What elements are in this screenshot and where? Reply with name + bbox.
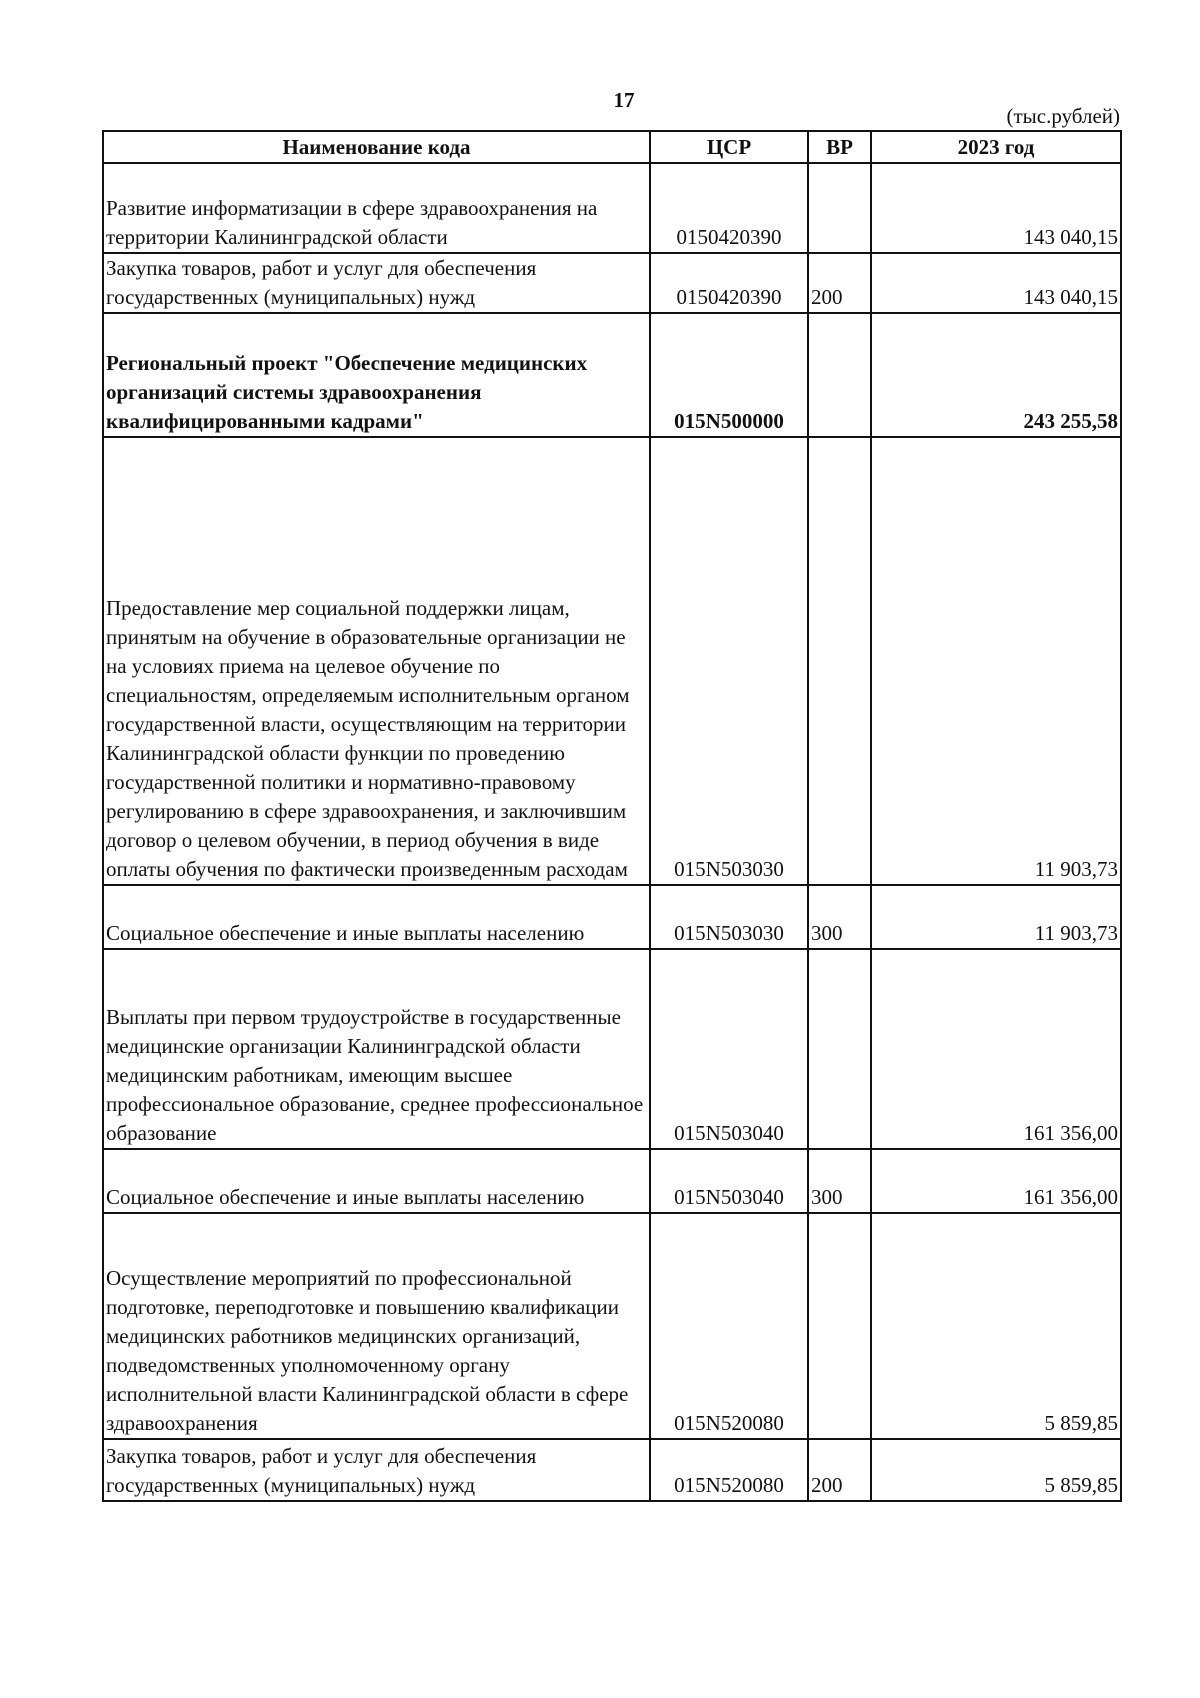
row-vr: 300 <box>808 1149 871 1213</box>
header-csr: ЦСР <box>650 131 808 163</box>
table-row <box>103 1439 1121 1501</box>
table-row <box>103 163 1121 253</box>
row-vr <box>808 163 871 253</box>
row-vr <box>808 949 871 1149</box>
row-amount: 11 903,73 <box>871 885 1121 949</box>
row-amount: 143 040,15 <box>871 163 1121 253</box>
table-row <box>103 949 1121 1149</box>
row-name: Закупка товаров, работ и услуг для обеспечения государственных (муниципальных) нужд <box>103 1439 650 1501</box>
row-csr: 0150420390 <box>650 163 808 253</box>
row-name: Выплаты при первом трудоустройстве в государственные медицинские организации Калининградской области медицинским работникам, имеющим высшее профессиональное образование, среднее профессиональное образование <box>103 949 650 1149</box>
row-name: Предоставление мер социальной поддержки лицам, принятым на обучение в образовательные организации не на условиях приема на целевое обучение по специальностям, определяемым исполнительным органом государственной власти, осуществляющим на территории Калининградской области функции по проведению государственной политики и нормативно-правовому регулированию в сфере здравоохранения, и заключившим договор о целевом обучении, в период обучения в виде оплаты обучения по фактически произведенным расходам <box>103 437 650 885</box>
table-row <box>103 885 1121 949</box>
row-name: Социальное обеспечение и иные выплаты населению <box>103 1149 650 1213</box>
row-csr: 015N503030 <box>650 885 808 949</box>
table-row <box>103 313 1121 437</box>
row-vr <box>808 437 871 885</box>
row-name: Осуществление мероприятий по профессиональной подготовке, переподготовке и повышению квалификации медицинских работников медицинских организаций, подведомственных уполномоченному органу исполнительной власти Калининградской области в сфере здравоохранения <box>103 1213 650 1439</box>
row-amount: 11 903,73 <box>871 437 1121 885</box>
header-vr: ВР <box>808 131 871 163</box>
row-amount: 143 040,15 <box>871 253 1121 313</box>
row-amount: 5 859,85 <box>871 1213 1121 1439</box>
row-name: Региональный проект "Обеспечение медицинских организаций системы здравоохранения квалифицированными кадрами" <box>103 313 650 437</box>
row-vr <box>808 1213 871 1439</box>
row-csr: 015N503040 <box>650 1149 808 1213</box>
row-name: Закупка товаров, работ и услуг для обеспечения государственных (муниципальных) нужд <box>103 253 650 313</box>
header-year: 2023 год <box>871 131 1121 163</box>
header-row <box>103 131 1121 163</box>
row-name: Развитие информатизации в сфере здравоохранения на территории Калининградской области <box>103 163 650 253</box>
row-csr: 015N503040 <box>650 949 808 1149</box>
table-row <box>103 437 1121 885</box>
units-label: (тыс.рублей) <box>1006 104 1120 128</box>
row-amount: 161 356,00 <box>871 949 1121 1149</box>
row-vr: 300 <box>808 885 871 949</box>
row-csr: 015N520080 <box>650 1439 808 1501</box>
row-csr: 0150420390 <box>650 253 808 313</box>
row-vr <box>808 313 871 437</box>
row-amount: 5 859,85 <box>871 1439 1121 1501</box>
budget-table <box>102 130 1122 1502</box>
table-row <box>103 1213 1121 1439</box>
row-vr: 200 <box>808 253 871 313</box>
table-row <box>103 253 1121 313</box>
row-csr: 015N500000 <box>650 313 808 437</box>
header-name: Наименование кода <box>103 131 650 163</box>
row-csr: 015N503030 <box>650 437 808 885</box>
row-vr: 200 <box>808 1439 871 1501</box>
row-amount: 243 255,58 <box>871 313 1121 437</box>
row-amount: 161 356,00 <box>871 1149 1121 1213</box>
table-row <box>103 1149 1121 1213</box>
page-number: 17 <box>613 88 635 112</box>
row-csr: 015N520080 <box>650 1213 808 1439</box>
row-name: Социальное обеспечение и иные выплаты населению <box>103 885 650 949</box>
